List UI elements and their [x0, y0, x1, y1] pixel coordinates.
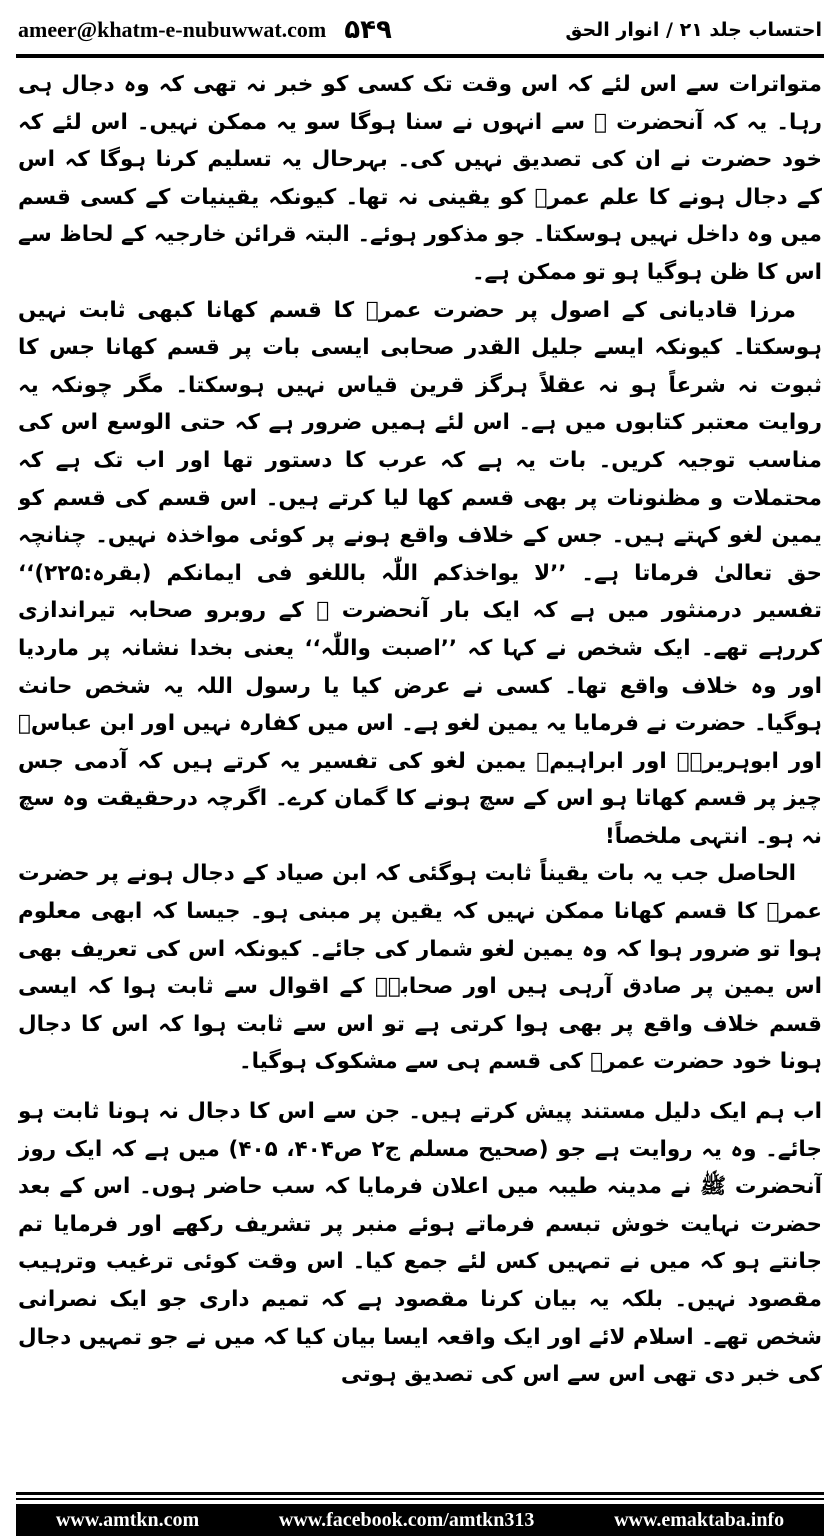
footer-link-emaktaba[interactable]: www.emaktaba.info — [614, 1508, 785, 1531]
paragraph-2: مرزا قادیانی کے اصول پر حضرت عمرؓ کا قسم کھانا کبھی ثابت نہیں ہوسکتا۔ کیونکہ ایسے جلیل القدر صحابی ایسی بات پر قسم کھانا جس کا ثبوت نہ شرعاً ہو نہ عقلاً ہرگز قرین قیاس نہیں ہوسکتا۔ مگر چونکہ یہ روایت معتبر کتابوں میں ہے۔ اس لئے ہمیں ضرور ہے کہ حتی الوسع اس کی مناسب توجیہ کریں۔ بات یہ ہے کہ عرب کا دستور تھا اور اب تک ہے کہ محتملات و مظنونات پر بھی قسم کھا لیا کرتے ہیں۔ اس قسم کی قسم کو یمین لغو کہتے ہیں۔ جس کے خلاف واقع ہونے پر کوئی مواخذہ نہیں۔ چنانچہ حق تعالیٰ فرماتا ہے۔ ’’لا یواخذکم اللّٰہ باللغو فی ایمانکم (بقرہ:۲۲۵)‘‘ تفسیر درمنثور میں ہے کہ ایک بار آنحضرت ﷺ کے روبرو صحابہ تیراندازی کررہے تھے۔ ایک شخص نے کہا کہ ’’اصبت واللّٰہ‘‘ یعنی بخدا نشانہ پر ماردیا اور وہ خلاف واقع تھا۔ کسی نے عرض کیا یا رسول اللہ یہ شخص حانث ہوگیا۔ حضرت نے فرمایا یہ یمین لغو ہے۔ اس میں کفارہ نہیں اور ابن عباسؓ اور ابوہریرہؓ اور ابراہیمؒ یمین لغو کی تفسیر یہ کرتے ہیں کہ آدمی جس چیز پر قسم کھاتا ہو اس کے سچ ہونے کا گمان کرے۔ اگرچہ درحقیقت وہ سچ نہ ہو۔ انتہی ملخصاً! — [18, 297, 822, 849]
book-title: احتساب جلد ۲۱ / انوار الحق — [565, 19, 822, 41]
footer-link-facebook[interactable]: www.facebook.com/amtkn313 — [278, 1508, 535, 1531]
paragraph-1: متواترات سے اس لئے کہ اس وقت تک کسی کو خبر نہ تھی کہ وہ دجال ہی رہا۔ یہ کہ آنحضرت ﷺ سے انہوں نے سنا ہوگا سو یہ ممکن نہیں۔ اس لئے کہ خود حضرت نے ان کی تصدیق نہیں کی۔ بہرحال یہ تسلیم کرنا ہوگا کہ اس کے دجال ہونے کا علم عمرؓ کو یقینی نہ تھا۔ کیونکہ یقینیات کے کسی قسم میں وہ داخل نہیں ہوسکتا۔ جو مذکور ہوئے۔ البتہ قرائن خارجیہ کے لحاظ سے اس کا ظن ہوگیا ہو تو ممکن ہے۔ — [18, 72, 822, 285]
page-header — [18, 12, 822, 48]
footer-bar — [16, 1504, 824, 1536]
paragraph-3: الحاصل جب یہ بات یقیناً ثابت ہوگئی کہ ابن صیاد کے دجال ہونے پر حضرت عمرؓ کا قسم کھانا ممکن نہیں کہ یقین پر مبنی ہو۔ جیسا کہ ابھی معلوم ہوا تو ضرور ہوا کہ وہ یمین لغو شمار کی جائے۔ کیونکہ اس کی تعریف بھی اس یمین پر صادق آرہی ہیں اور صحابہؓ کے اقوال سے ثابت ہوا کہ ایسی قسم خلاف واقع پر بھی ہوا کرتی ہے تو اس سے ثابت ہوا کہ اس کا دجال ہونا خود حضرت عمرؓ کی قسم ہی سے مشکوک ہوگیا۔ — [18, 861, 822, 1075]
header-rule — [16, 54, 824, 58]
paragraph-4: اب ہم ایک دلیل مستند پیش کرتے ہیں۔ جن سے اس کا دجال نہ ہونا ثابت ہو جائے۔ وہ یہ روایت ہے جو (صحیح مسلم ج۲ ص۴۰۴، ۴۰۵) میں ہے کہ ایک روز آنحضرت ﷺ نے مدینہ طیبہ میں اعلان فرمایا کہ سب حاضر ہوں۔ اس کے بعد حضرت نہایت خوش تبسم فرماتے ہوئے منبر پر تشریف رکھے اور فرمایا تم جانتے ہو کہ میں نے تمہیں کس لئے جمع کیا۔ اس وقت کوئی ترغیب وترہیب مقصود نہیں۔ بلکہ یہ بیان کرنا مقصود ہے کہ تمیم داری جو ایک نصرانی شخص تھے۔ اسلام لائے اور ایک واقعہ ایسا بیان کیا کہ میں نے جو تمہیں دجال کی خبر دی تھی اس سے اس کی تصدیق ہوتی — [18, 1099, 822, 1388]
page-body — [18, 66, 822, 1486]
header-left-group — [18, 15, 392, 45]
footer-link-amtkn[interactable]: www.amtkn.com — [55, 1508, 200, 1531]
page-number: ۵۴۹ — [344, 15, 392, 45]
footer-rule-2 — [16, 1498, 824, 1500]
footer-rule-1 — [16, 1492, 824, 1495]
header-email: ameer@khatm-e-nubuwwat.com — [18, 17, 327, 42]
